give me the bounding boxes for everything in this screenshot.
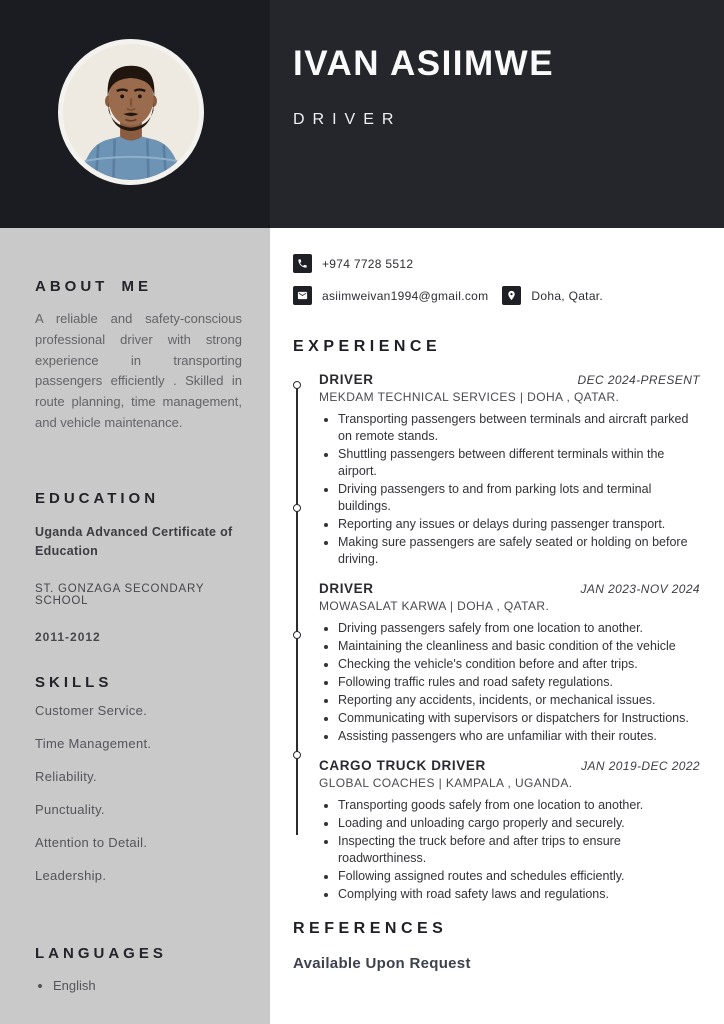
skill-item: Time Management. — [35, 736, 152, 752]
job-bullet: • Driving passengers safely from one location to another. — [338, 620, 691, 637]
contact-email-location-row — [293, 286, 700, 305]
job-bullet: • Assisting passengers who are unfamiliar with their routes. — [338, 728, 691, 745]
job-bullets — [319, 411, 691, 568]
about-heading: ABOUT ME — [35, 278, 152, 295]
skills-heading: SKILLS — [35, 674, 113, 692]
job-company: MEKDAM TECHNICAL SERVICES | DOHA , QATAR. — [319, 390, 620, 404]
job-title: DRIVER — [319, 581, 374, 596]
header-photo-panel — [0, 0, 270, 228]
experience-heading: EXPERIENCE — [293, 338, 442, 355]
phone-number: +974 7728 5512 — [322, 256, 414, 271]
references-heading: REFERENCES — [293, 920, 448, 937]
job-bullet: • Transporting goods safely from one location to another. — [338, 797, 691, 814]
education-heading: EDUCATION — [35, 489, 160, 507]
skills-section — [35, 674, 242, 883]
job-bullet: • Reporting any accidents, incidents, or mechanical issues. — [338, 692, 691, 709]
skills-list — [35, 703, 242, 883]
person-title: DRIVER — [293, 111, 402, 128]
job-bullet: • Reporting any issues or delays during passenger transport. — [338, 516, 691, 533]
job-bullet: • Following assigned routes and schedules efficiently. — [338, 868, 691, 885]
skill-item: Attention to Detail. — [35, 835, 148, 851]
contact-phone-row — [293, 254, 700, 273]
job-bullet: • Inspecting the truck before and after trips to ensure roadworthiness. — [338, 833, 691, 867]
timeline-node — [293, 504, 301, 512]
job-bullet: • Shuttling passengers between different terminals within the airport. — [338, 446, 691, 480]
avatar-illustration — [63, 44, 199, 180]
sidebar — [0, 228, 270, 1024]
job-title: CARGO TRUCK DRIVER — [319, 758, 486, 773]
about-section — [35, 278, 242, 434]
envelope-icon — [293, 286, 312, 305]
header — [0, 0, 724, 228]
job-dates: JAN 2023-NOV 2024 — [580, 582, 700, 596]
job-company: GLOBAL COACHES | KAMPALA , UGANDA. — [319, 776, 573, 790]
skill-item: Leadership. — [35, 868, 107, 884]
job-bullet: • Making sure passengers are safely seated or holding on before driving. — [338, 534, 691, 568]
job-entry-2 — [319, 581, 700, 745]
header-title-panel — [270, 0, 724, 228]
timeline-node — [293, 631, 301, 639]
job-header — [319, 372, 700, 387]
job-list — [293, 372, 700, 903]
job-entry-1 — [319, 372, 700, 568]
phone-icon — [293, 254, 312, 273]
timeline-node — [293, 751, 301, 759]
location-group — [502, 286, 603, 305]
education-degree: Uganda Advanced Certificate of Education — [35, 524, 233, 558]
job-company: MOWASALAT KARWA | DOHA , QATAR. — [319, 599, 550, 613]
languages-list — [35, 978, 242, 993]
job-dates: JAN 2019-DEC 2022 — [581, 759, 700, 773]
education-school: ST. GONZAGA SECONDARY SCHOOL — [35, 583, 205, 608]
job-bullet: • Communicating with supervisors or dispatchers for Instructions. — [338, 710, 691, 727]
email-address: asiimweivan1994@gmail.com — [322, 288, 489, 303]
person-name: IVAN ASIIMWE — [293, 44, 555, 83]
job-header — [319, 758, 700, 773]
job-bullet: • Checking the vehicle's condition before and after trips. — [338, 656, 691, 673]
job-bullet: • Transporting passengers between terminals and aircraft parked on remote stands. — [338, 411, 691, 445]
profile-photo — [58, 39, 204, 185]
timeline-node — [293, 381, 301, 389]
job-bullets — [319, 620, 691, 745]
location-text: Doha, Qatar. — [531, 288, 604, 303]
job-bullets — [319, 797, 691, 903]
references-text: Available Upon Request — [293, 955, 471, 972]
job-bullet: • Complying with road safety laws and regulations. — [338, 886, 691, 903]
main-column — [270, 228, 724, 1024]
job-bullet: • Driving passengers to and from parking lots and terminal buildings. — [338, 481, 691, 515]
experience-section — [293, 338, 700, 903]
location-pin-icon — [502, 286, 521, 305]
languages-heading: LANGUAGES — [35, 945, 167, 963]
job-header — [319, 581, 700, 596]
languages-section — [35, 945, 242, 993]
education-years: 2011-2012 — [35, 630, 101, 645]
experience-timeline — [292, 385, 302, 835]
job-bullet: • Loading and unloading cargo properly and securely. — [338, 815, 691, 832]
job-bullet: • Maintaining the cleanliness and basic condition of the vehicle — [338, 638, 691, 655]
skill-item: Punctuality. — [35, 802, 105, 818]
job-dates: DEC 2024-PRESENT — [577, 373, 700, 387]
timeline-line — [296, 385, 298, 835]
references-section — [293, 920, 700, 972]
education-section — [35, 490, 242, 645]
job-entry-3 — [319, 758, 700, 903]
language-item: • English — [53, 978, 242, 993]
skill-item: Customer Service. — [35, 703, 148, 719]
about-text: A reliable and safety-conscious professional driver with strong experience in transporting passengers efficiently . Skilled in route planning, time management, and vehicle maintenance. — [35, 311, 242, 430]
job-bullet: • Following traffic rules and road safety regulations. — [338, 674, 691, 691]
job-title: DRIVER — [319, 372, 374, 387]
skill-item: Reliability. — [35, 769, 97, 785]
